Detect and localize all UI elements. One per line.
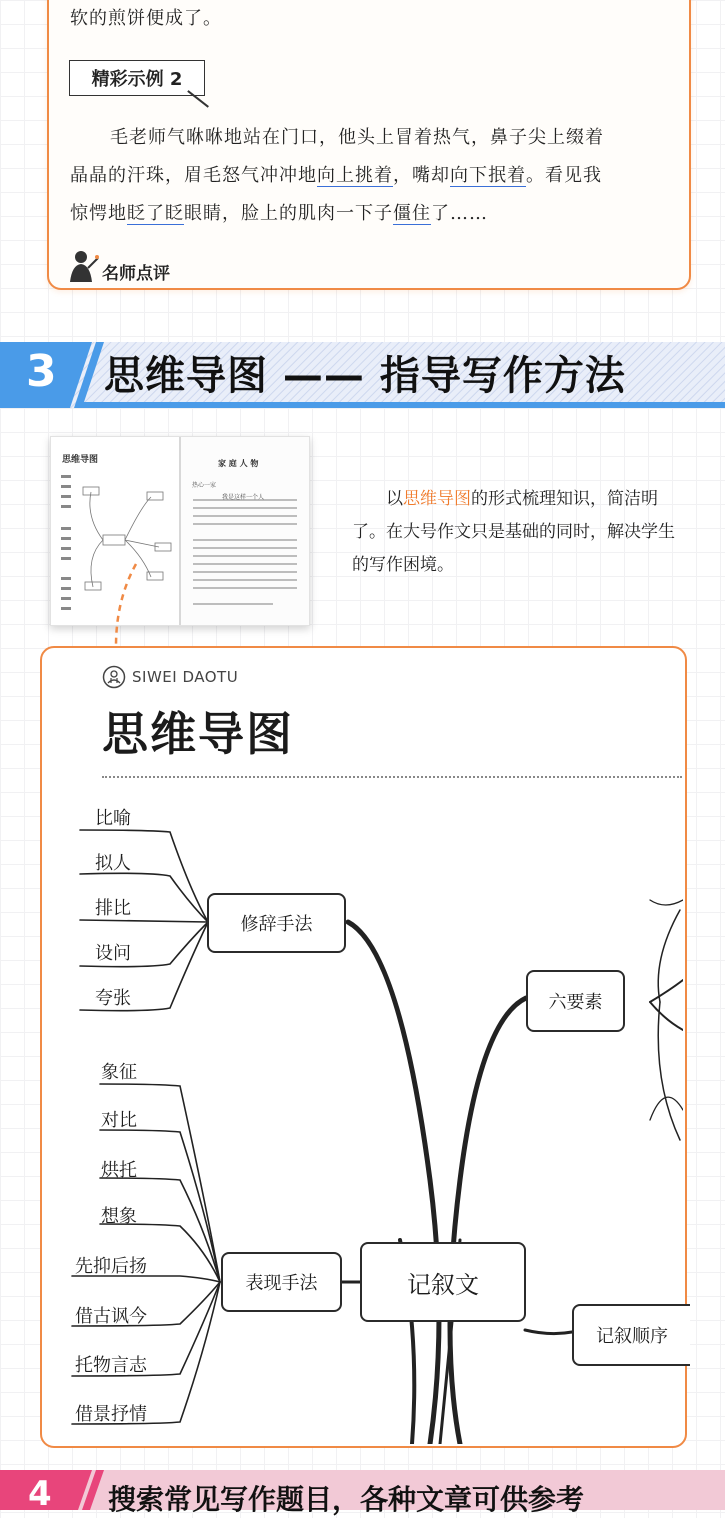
mindmap-title: 思维导图 — [102, 707, 294, 761]
leaf-expression-7: 借景抒情 — [75, 1404, 147, 1425]
leaf-rhetoric-3: 设问 — [95, 943, 131, 964]
paragraph-line-1: 毛老师气咻咻地站在门口，他头上冒着热气，鼻子尖上缀着 — [110, 127, 604, 148]
leaf-rhetoric-1: 拟人 — [95, 853, 131, 874]
teacher-icon — [64, 248, 100, 284]
node-narrative-order: 记叙顺序 — [572, 1304, 690, 1366]
text-line-0: 软的煎饼便成了。 — [70, 8, 222, 29]
paragraph-line-3: 惊愕地眨了眨眼睛，脸上的肌肉一下子僵住了…… — [70, 203, 488, 224]
node-rhetoric: 修辞手法 — [207, 893, 346, 953]
book-right-heading: 我是这样一个人 — [222, 494, 265, 501]
leaf-expression-2: 烘托 — [101, 1160, 137, 1181]
section-title-4: 搜索常见写作题目，各种文章可供参考 — [108, 1483, 585, 1516]
node-center: 记叙文 — [360, 1242, 526, 1322]
comment-label: 名师点评 — [102, 264, 170, 284]
leaf-expression-0: 象征 — [101, 1062, 137, 1083]
book-right-title: 家 庭 人 物 — [218, 459, 259, 468]
leaf-rhetoric-0: 比喻 — [95, 808, 131, 829]
dotted-divider — [102, 776, 682, 778]
intro-highlight: 思维导图 — [403, 489, 471, 509]
brain-logo-icon — [102, 665, 126, 689]
leaf-rhetoric-2: 排比 — [95, 898, 131, 919]
section-title: 思维导图 —— 指导写作方法 — [104, 353, 626, 399]
leaf-expression-1: 对比 — [101, 1110, 137, 1131]
book-left-title: 思维导图 — [62, 455, 99, 465]
brand-row — [102, 665, 238, 689]
brand-text: SIWEI DAOTU — [132, 668, 239, 686]
paragraph-line-2: 晶晶的汗珠，眉毛怒气冲冲地向上挑着，嘴却向下抿着。看见我 — [70, 165, 602, 186]
leaf-expression-3: 想象 — [101, 1206, 137, 1227]
node-six-elements: 六要素 — [526, 970, 625, 1032]
section-intro: 以思维导图的形式梳理知识，简洁明了。在大号作文只是基础的同时，解决学生的写作困境。 — [352, 489, 675, 575]
leaf-expression-6: 托物言志 — [75, 1355, 147, 1376]
leaf-rhetoric-4: 夸张 — [95, 988, 131, 1009]
example-tag: 精彩示例 2 — [69, 60, 205, 96]
node-expression: 表现手法 — [221, 1252, 342, 1312]
book-preview-pages — [51, 437, 309, 625]
leaf-expression-5: 借古讽今 — [75, 1306, 147, 1327]
connector-dashes — [108, 560, 148, 650]
book-right-sub: 热心一家 — [192, 482, 217, 489]
section-number: 3 — [26, 346, 57, 397]
section-number-4: 4 — [28, 1474, 52, 1514]
leaf-expression-4: 先抑后扬 — [75, 1256, 147, 1277]
